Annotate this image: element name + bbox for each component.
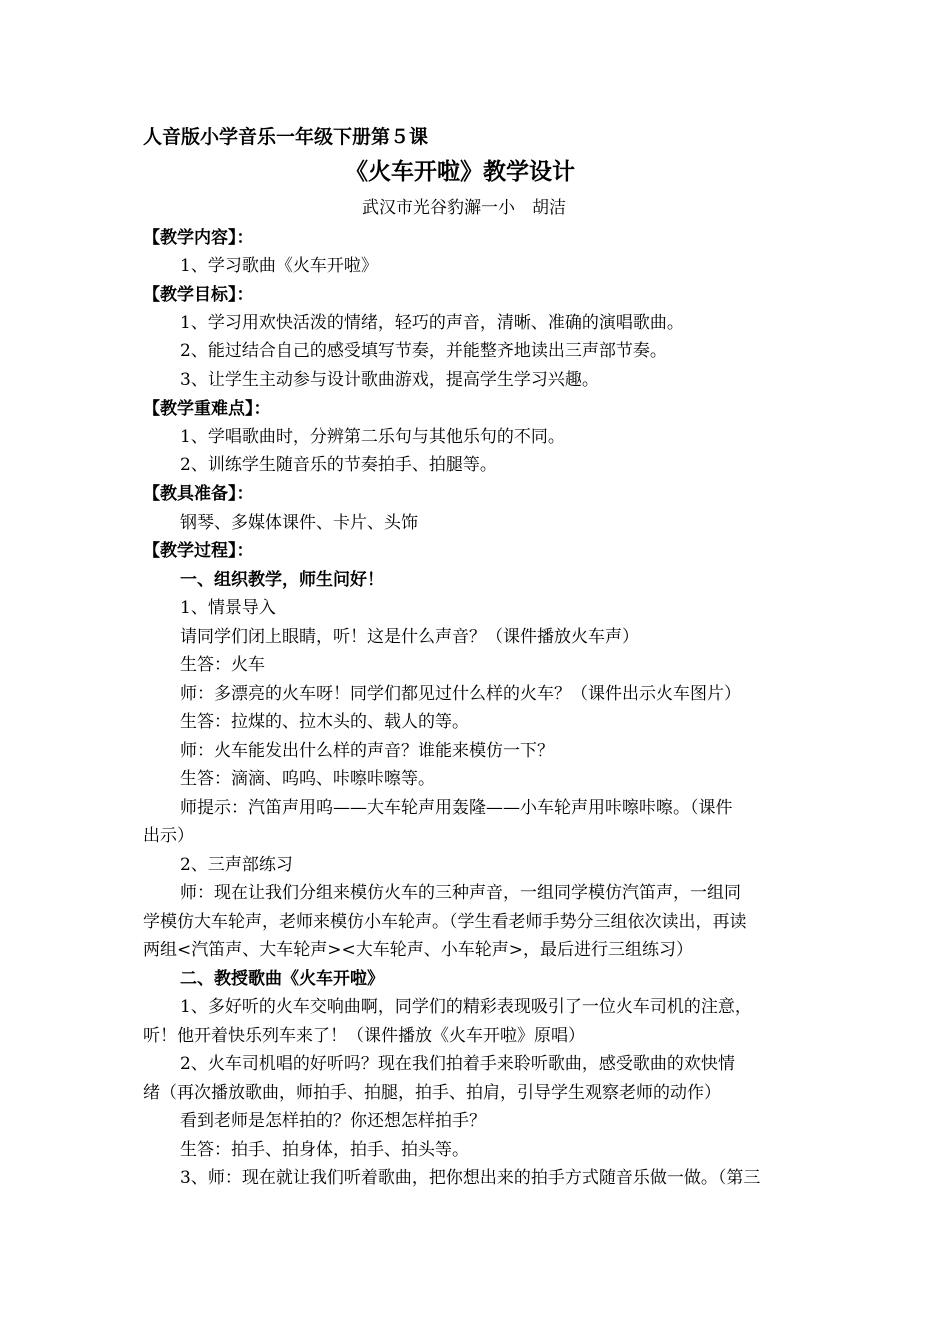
doc-title: 《火车开啦》教学设计 (345, 159, 575, 185)
paragraph: 学模仿大车轮声，老师来模仿小车轮声。（学生看老师手势分三组依次读出，再读 (143, 912, 747, 932)
paragraph: 1、学习用欢快活泼的情绪，轻巧的声音，清晰、准确的演唱歌曲。 (180, 313, 684, 333)
paragraph: 听！他开着快乐列车来了！（课件播放《火车开啦》原唱） (143, 1026, 585, 1046)
paragraph: 1、情景导入 (180, 598, 276, 618)
doc-author: 武汉市光谷豹澥一小 胡洁 (362, 198, 566, 218)
paragraph: 3、让学生主动参与设计歌曲游戏，提高学生学习兴趣。 (180, 370, 599, 390)
paragraph: 请同学们闭上眼睛，听！这是什么声音？（课件播放火车声） (180, 627, 639, 647)
paragraph: 1、学习歌曲《火车开啦》 (180, 256, 378, 276)
paragraph: 生答：拍手、拍身体，拍手、拍头等。 (180, 1140, 469, 1160)
paragraph: 钢琴、多媒体课件、卡片、头饰 (180, 513, 418, 533)
paragraph: 1、多好听的火车交响曲啊，同学们的精彩表现吸引了一位火车司机的注意， (180, 997, 752, 1017)
paragraph: 2、训练学生随音乐的节奏拍手、拍腿等。 (180, 455, 497, 475)
paragraph: 2、三声部练习 (180, 855, 293, 875)
paragraph: 生答：火车 (180, 655, 265, 675)
doc-title-line1: 人音版小学音乐一年级下册第５课 (143, 126, 429, 148)
section-heading-content: 【教学内容】： (143, 228, 254, 248)
paragraph: 1、学唱歌曲时，分辨第二乐句与其他乐句的不同。 (180, 427, 565, 447)
paragraph: 师提示：汽笛声用呜——大车轮声用轰隆——小车轮声用咔嚓咔嚓。（课件 (180, 798, 733, 818)
subheading: 一、组织教学，师生问好！ (180, 570, 384, 590)
paragraph: 师：多漂亮的火车呀！同学们都见过什么样的火车？（课件出示火车图片） (180, 684, 741, 704)
paragraph: 2、火车司机唱的好听吗？现在我们拍着手来聆听歌曲，感受歌曲的欢快情 (180, 1054, 735, 1074)
paragraph: 两组<汽笛声、大车轮声><大车轮声、小车轮声>，最后进行三组练习） (143, 940, 693, 960)
paragraph: 生答：滴滴、呜呜、咔嚓咔嚓等。 (180, 769, 435, 789)
paragraph: 绪（再次播放歌曲，师拍手、拍腿，拍手、拍肩，引导学生观察老师的动作） (143, 1083, 721, 1103)
subheading: 二、教授歌曲《火车开啦》 (180, 969, 384, 989)
paragraph: 师：火车能发出什么样的声音？谁能来模仿一下？ (180, 741, 554, 761)
paragraph: 看到老师是怎样拍的？你还想怎样拍手？ (180, 1111, 486, 1131)
paragraph: 2、能过结合自己的感受填写节奏，并能整齐地读出三声部节奏。 (180, 341, 667, 361)
section-heading-process: 【教学过程】： (143, 541, 254, 561)
section-heading-goals: 【教学目标】： (143, 285, 254, 305)
paragraph: 3、师：现在就让我们听着歌曲，把你想出来的拍手方式随音乐做一做。（第三 (180, 1168, 761, 1188)
paragraph: 师：现在让我们分组来模仿火车的三种声音，一组同学模仿汽笛声，一组同 (180, 883, 741, 903)
section-heading-materials: 【教具准备】： (143, 484, 254, 504)
paragraph: 生答：拉煤的、拉木头的、载人的等。 (180, 712, 469, 732)
paragraph: 出示） (143, 826, 194, 846)
section-heading-keypoints: 【教学重难点】： (143, 399, 271, 419)
